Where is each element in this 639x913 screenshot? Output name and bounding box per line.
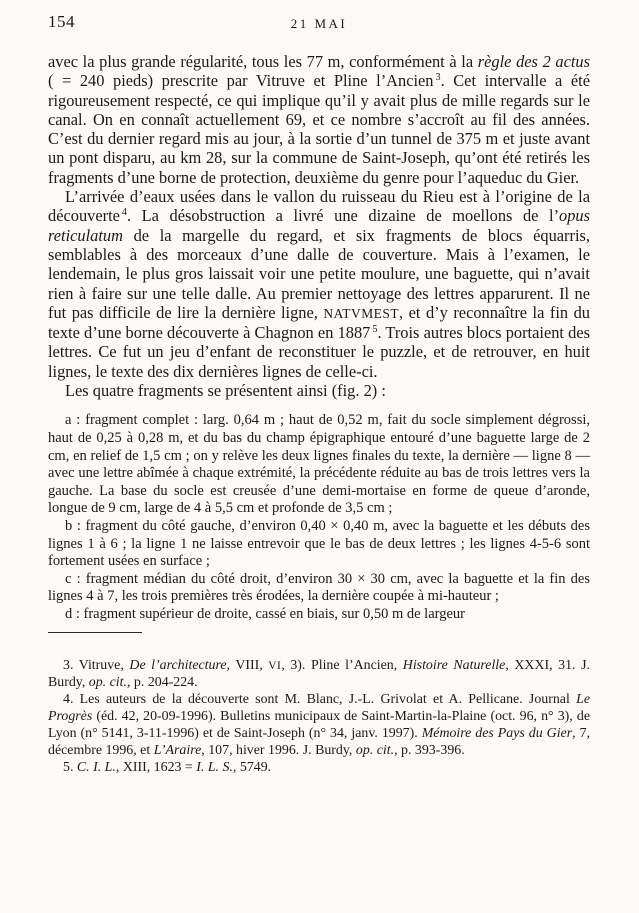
smallcaps-text: VI [268,660,282,673]
italic-text: opus reticulatum [48,206,590,245]
footnote-reference: 3 [435,71,441,83]
text-run: de la margelle du regard, et six fragments de blocs équarris, semblables à des morceaux d’une dalle de couverture. Mais à l’examen, le lendemain, le plus gros laissait voir une petite moulure, une baguette, qui n’avait rien à faire sur une telle dalle. Au premier nettoyage des lettres apparurent. Il ne fut pas difficile de lire la dernière ligne, [48,225,590,322]
italic-text: Le Progrès [48,692,590,725]
text-run: L’arrivée d’eaux usées dans le vallon du ruisseau du Rieu est à l’origine de la découverte [48,187,590,226]
text-run: . Trois autres blocs portaient des lettres. Ce fut un jeu d’enfant de reconstituer le puzzle, et de retrouver, en huit lignes, le texte des dix dernières lignes de celle-ci. [48,323,590,381]
italic-text: Histoire Naturelle [402,658,506,674]
footnotes [48,658,590,776]
paragraph [48,571,590,606]
italic-text: règle des 2 actus [477,52,590,71]
text-run: , et d’y reconnaître la fin du texte d’une borne découverte à Chagnon en 1887 [48,302,590,343]
text-run: avec la plus grande régularité, tous les 77 m, conformément à la [48,52,478,71]
text-run: , p. 393-396. [394,743,465,758]
text-run: , VIII, [226,658,269,674]
footnote-reference: 5 [372,323,378,335]
body-text [48,52,590,623]
text-run: , 7, décembre 1996, et [48,726,591,758]
paragraph [48,412,590,518]
text-run: a : fragment complet : larg. 0,64 m ; haut de 0,52 m, fait du socle simplement dégrossi, haut de 0,25 à 0,28 m, et du bas du champ épigraphique entouré d’une baguette large de 2 cm, en relief de 1,5 cm ; on y relève les deux lignes finales du texte, la dernière — ligne 8 — avec une lettre abîmée à chaque extrémité, la précédente réduite au bas de trois lettres vers la gauche. La base du socle est creusée d’une demi-mortaise en forme de queue d’aronde, longue de 9 cm, large de 4 à 5,5 cm et profonde de 3,5 cm ; [48,412,590,517]
footnote [48,760,590,777]
text-run: ( = 240 pieds) prescrite par Vitruve et Pline l’Ancien [48,71,434,91]
italic-text: C. I. L. [76,759,116,775]
text-run: d : fragment supérieur de droite, cassé en biais, sur 0,50 m de largeur [65,605,465,622]
italic-text: op. cit. [88,675,127,691]
footnote-divider [48,632,142,633]
italic-text: I. L. S. [196,759,233,775]
text-run: 4. Les auteurs de la découverte sont M. Blanc, J.-L. Grivolat et A. Pellicane. Journal [63,692,577,708]
smallcaps-text: NATVMEST [323,305,400,321]
text-run: . Cet intervalle a été rigoureusement respecté, ce qui implique qu’il y avait plus de mille regards sur le canal. On en connaît actuellement 69, et ce nombre s’accroît au fil des années. C’est du dernier regard mis au jour, à la sortie d’un tunnel de 375 m et juste avant un pont disparu, au km 28, sur la commune de Saint-Joseph, qu’ont été retirés les fragments d’une borne de protection, deuxième du genre pour l’aqueduc du Gier. [48,71,590,187]
paragraph [48,187,590,381]
text-run: , 3). Pline l’Ancien, [281,658,403,674]
running-title: 21 MAI [290,16,348,31]
text-run: 3. Vitruve, [63,658,130,674]
footnote-reference: 4 [121,206,127,218]
italic-text: L’Araire [153,743,202,758]
text-run: . La désobstruction a livré une dizaine de moellons de l’ [126,206,560,226]
footnote [48,658,590,692]
text-run: 5. [63,759,77,775]
paragraph [48,52,590,187]
page-header [48,12,590,34]
paragraph [48,518,590,571]
text-run: (éd. 42, 20-09-1996). Bulletins municipaux de Saint-Martin-la-Plaine (oct. 96, n° 3), de Lyon (n° 5141, 3-11-1996) et de Saint-Joseph (n° 34, janv. 1997). [48,709,590,742]
text-run: Les quatre fragments se présentent ainsi (fig. 2) : [65,381,386,401]
italic-text: De l’architecture [129,658,227,674]
text-run: , XXXI, 31. J. Burdy, [48,658,590,691]
text-run: , 5749. [232,759,272,775]
italic-text: op. cit. [355,743,395,758]
italic-text: Mémoire des Pays du Gier [421,726,573,742]
text-run: , p. 204-224. [126,675,198,691]
paragraph [48,606,590,624]
text-run: , XIII, 1623 = [115,759,197,775]
text-run: , 107, hiver 1996. J. Burdy, [201,743,356,758]
page-number: 154 [48,12,75,31]
paragraph [48,381,590,400]
text-run: b : fragment du côté gauche, d’environ 0,40 × 0,40 m, avec la baguette et les débuts des lignes 1 à 6 ; la ligne 1 ne laisse entrevoir que le bas de deux lettres ; les lignes 4-5-6 sont fortement usées en surface ; [48,517,590,570]
text-run: c : fragment médian du côté droit, d’environ 30 × 30 cm, avec la baguette et la fin des lignes 4 à 7, les trois premières très érodées, la dernière coupée à mi-hauteur ; [48,570,590,605]
footnote [48,692,590,760]
